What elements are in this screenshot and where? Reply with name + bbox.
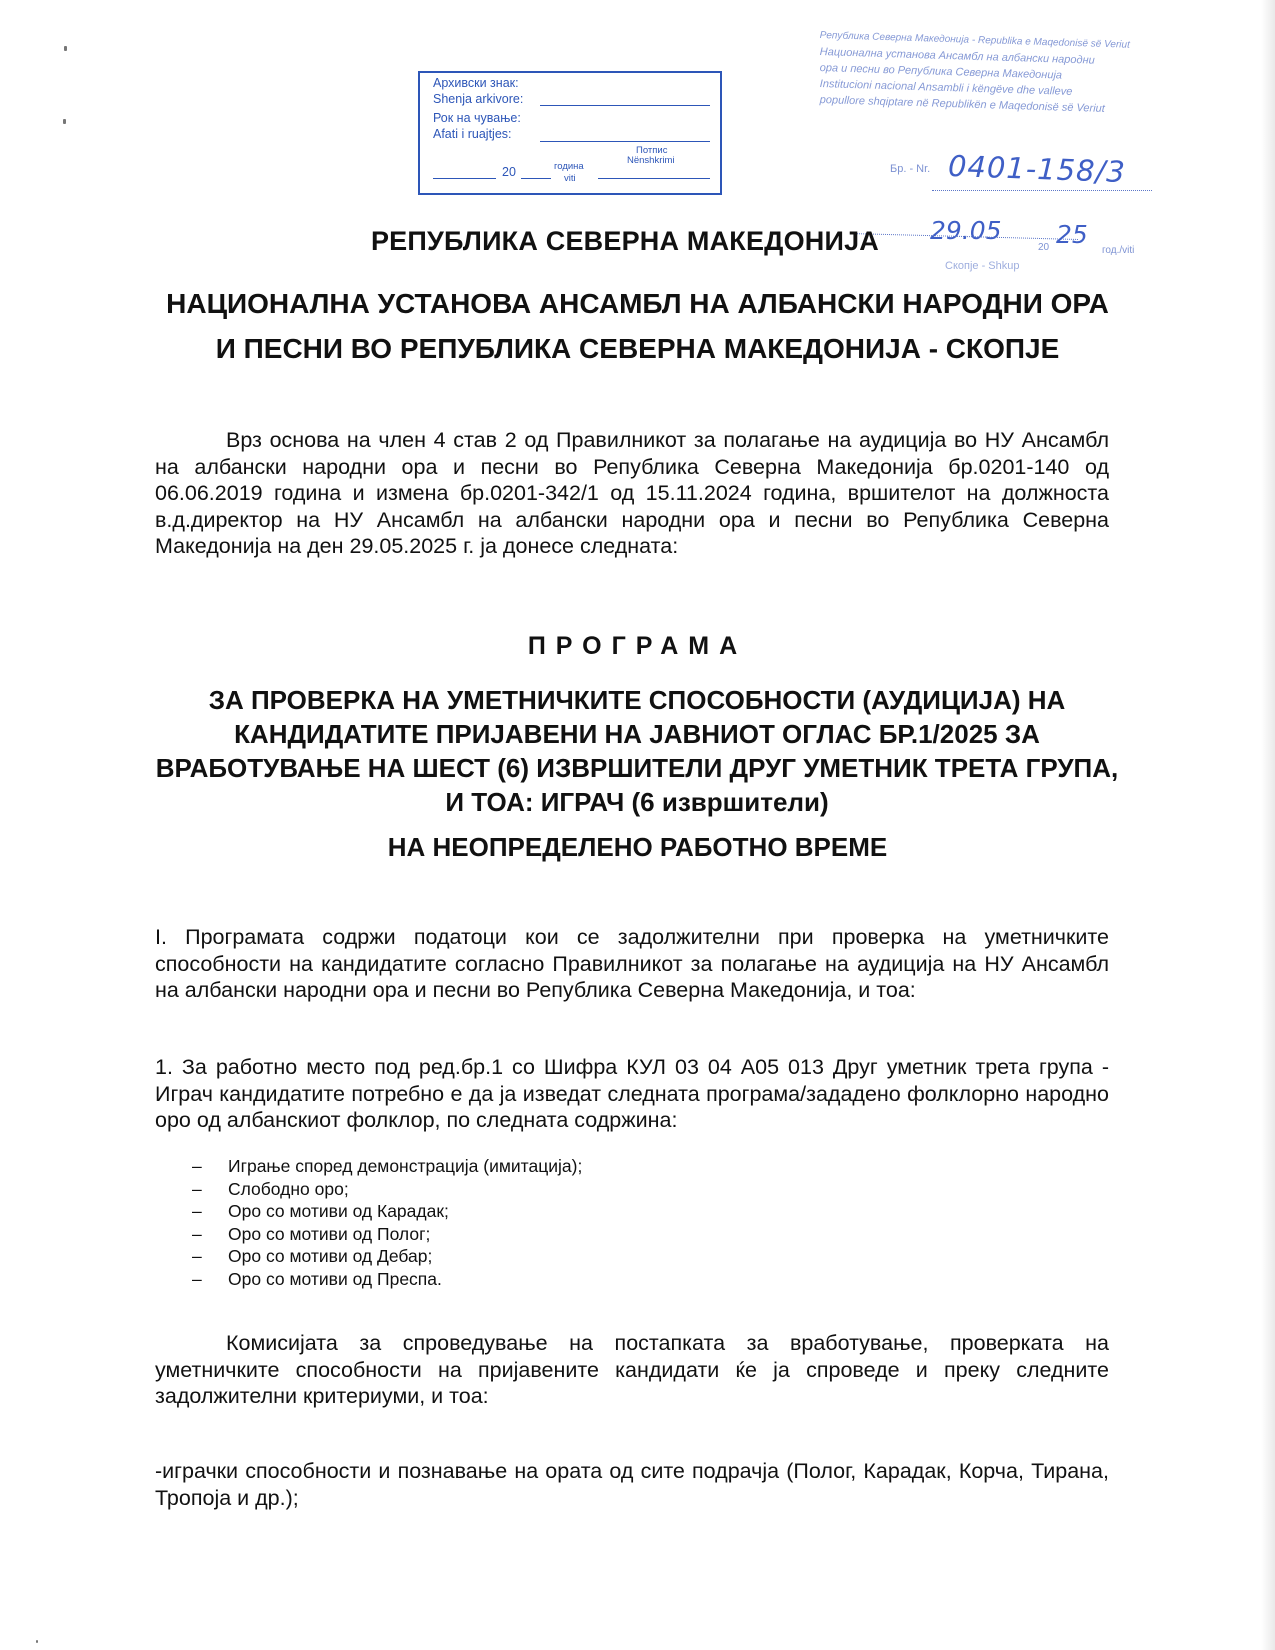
list-item-text: Оро со мотиви од Полог; [228, 1223, 431, 1244]
signature-line [598, 178, 710, 179]
list-item-text: Оро со мотиви од Преспа. [228, 1268, 442, 1289]
date-line [433, 178, 496, 179]
archive-label-mk: Архивски знак: [433, 76, 519, 90]
retention-line [540, 141, 710, 142]
registry-city: Скопје - Shkup [945, 260, 1020, 272]
item-1-paragraph: 1. За работно место под ред.бр.1 со Шифра КУЛ 03 04 А05 013 Друг уметник трета група - Играч кандидатите потребно е да ја изведат следната програма/зададено фолклорно народно оро од албанскиот фолклор, по следната содржина: [155, 1055, 1109, 1132]
list-item-text: Играње според демонстрација (имитација); [228, 1156, 583, 1176]
commission-paragraph-text: Комисијата за спроведување на постапката за вработување, проверката на уметничките способности на пријавените кандидати ќе ја спроведе и преку следните задолжителни критериуми, и тоа: [155, 1331, 1109, 1408]
scan-speck [63, 119, 66, 124]
program-title: ПРОГРАМА [527, 632, 748, 660]
registry-date-suffix: год./viti [1102, 245, 1135, 256]
registry-stamp [819, 28, 1200, 272]
registry-inst-line: Institucioni nacional Ansambli i këngëve dhe valleve [819, 77, 1073, 98]
year-label-sq: viti [564, 173, 576, 184]
program-subtitle: ЗА ПРОВЕРКА НА УМЕТНИЧКИТЕ СПОСОБНОСТИ (АУДИЦИЈА) НА КАНДИДАТИТЕ ПРИЈАВЕНИ НА ЈАВНИОТ ОГЛАС БР.1/2025 ЗА ВРАБОТУВАЊЕ НА ШЕСТ (6) ИЗВРШИТЕЛИ ДРУГ УМЕТНИК ТРЕТА ГРУПА, И ТОА: ИГРАЧ (6 извршители) [155, 685, 1119, 817]
dash-marker: – [192, 1223, 202, 1244]
country-heading: РЕПУБЛИКА СЕВЕРНА МАКЕДОНИЈА [370, 226, 880, 256]
signature-label-mk: Потпис [636, 145, 668, 156]
registry-number-label: Бр. - Nr. [890, 163, 931, 175]
dash-marker: – [192, 1156, 202, 1176]
registry-inst-line: popullore shqiptare në Republikën e Maqedonisë së Veriut [819, 93, 1105, 115]
program-subtitle-term: НА НЕОПРЕДЕЛЕНО РАБОТНО ВРЕМЕ [387, 832, 888, 862]
institution-heading-line1: НАЦИОНАЛНА УСТАНОВА АНСАМБЛ НА АЛБАНСКИ НАРОДНИ ОРА [166, 288, 1109, 319]
list-item [192, 1223, 582, 1246]
registry-inst-line: Република Северна Македонија - Republika e Maqedonisë së Veriut [819, 29, 1130, 51]
institution-heading-line2: И ПЕСНИ ВО РЕПУБЛИКА СЕВЕРНА МАКЕДОНИЈА - СКОПЈЕ [215, 333, 1060, 364]
registry-inst-line: ора и песни во Република Северна Македонија [819, 61, 1063, 82]
archive-stamp [418, 71, 722, 195]
year-label-mk: година [554, 161, 584, 172]
year-prefix: 20 [502, 165, 516, 179]
commission-paragraph [155, 1330, 1109, 1410]
list-item-text: Оро со мотиви од Карадак; [228, 1201, 449, 1221]
dash-marker: – [192, 1201, 202, 1221]
archive-mark-line [540, 105, 710, 106]
list-item [192, 1200, 582, 1223]
list-item-text: Слободно оро; [228, 1178, 349, 1199]
dash-marker: – [192, 1178, 202, 1199]
registry-date-year: 25 [1056, 220, 1088, 249]
dash-marker: – [192, 1246, 202, 1266]
registry-inst-line: Национална установа Ансамбл на албански народни [819, 45, 1095, 67]
year-line [521, 178, 551, 179]
retention-label-sq: Afati i ruajtjes: [433, 127, 512, 141]
list-item [192, 1178, 582, 1201]
list-item [192, 1245, 582, 1268]
dance-list [192, 1155, 582, 1290]
list-item [192, 1268, 582, 1291]
intro-paragraph-text: Врз основа на член 4 став 2 од Правилникот за полагање на аудиција во НУ Ансамбл на албански народни ора и песни во Република Северна Македонија бр.0201-140 од 06.06.2019 година и измена бр.0201-342/1 од 15.11.2024 година, вршителот на должноста в.д.директор на НУ Ансамбл на албански народни ора и песни во Република Северна Македонија на ден 29.05.2025 г. ја донесе следната: [155, 428, 1109, 558]
scan-speck [36, 1640, 38, 1643]
registry-number-value: 0401-158/3 [947, 148, 1127, 190]
registry-date-day-month: 29.05 [930, 216, 1002, 245]
archive-label-sq: Shenja arkivore: [433, 92, 524, 106]
registry-number-line [932, 190, 1152, 191]
scan-speck [64, 46, 67, 51]
page-edge [1261, 0, 1275, 1650]
list-item-text: Оро со мотиви од Дебар; [228, 1246, 433, 1266]
section-1-paragraph: I. Програмата содржи податоци кои се задолжителни при проверка на уметничките способности на кандидатите согласно Правилникот за полагање на аудиција на НУ Ансамбл на албански народни ора и песни во Република Северна Македонија, и тоа: [155, 925, 1109, 1002]
intro-paragraph [155, 427, 1109, 560]
registry-date-year-prefix: 20 [1038, 242, 1050, 253]
dash-marker: – [192, 1268, 202, 1289]
list-item [192, 1155, 582, 1178]
criteria-1-paragraph: -играчки способности и познавање на ората од сите подрачја (Полог, Карадак, Корча, Тирана, Тропоја и др.); [155, 1459, 1109, 1510]
retention-label-mk: Рок на чување: [433, 111, 521, 125]
signature-label-sq: Nënshkrimi [627, 155, 675, 166]
